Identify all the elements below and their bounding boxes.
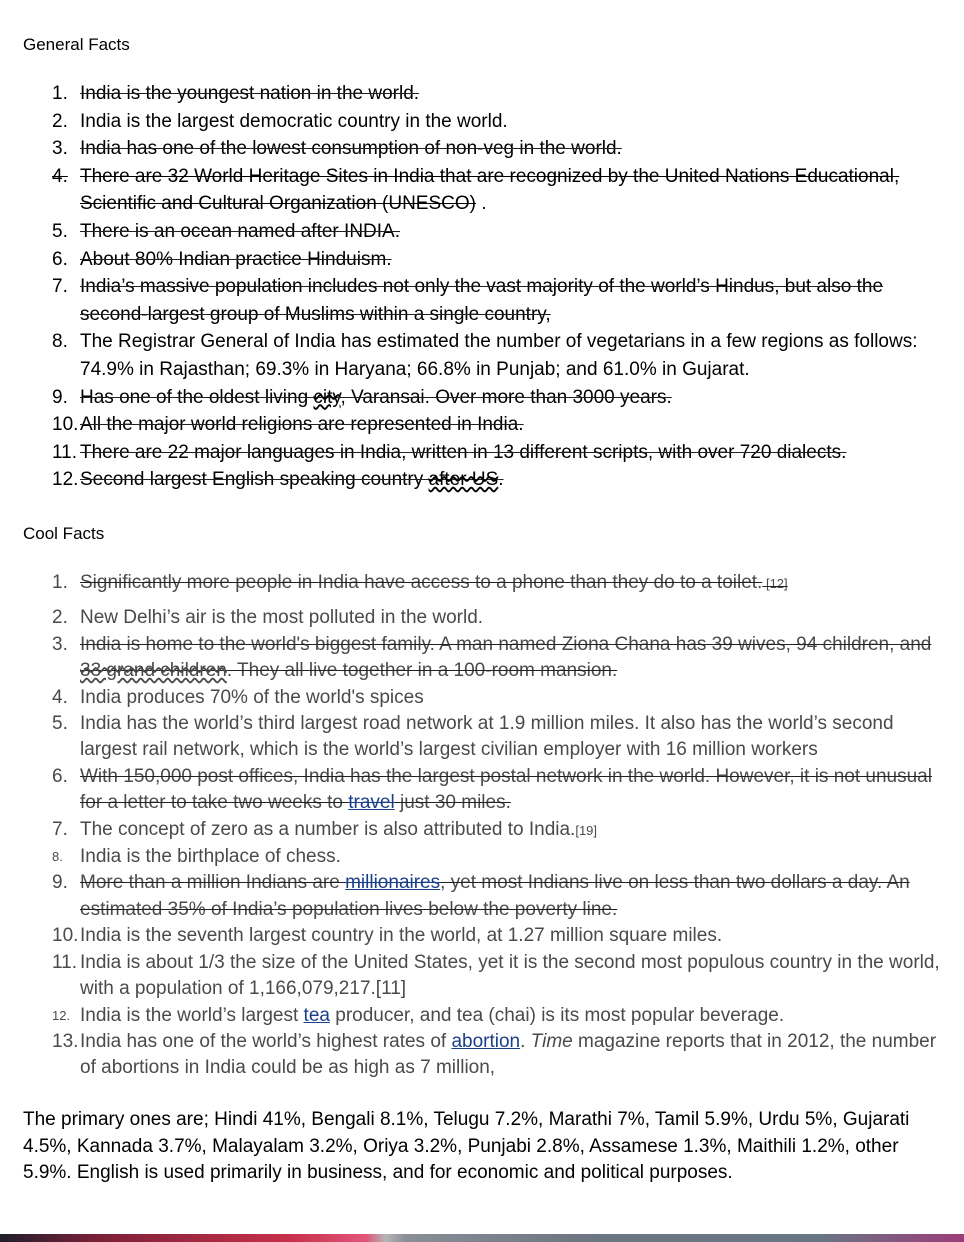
- list-item: 11. India is about 1/3 the size of the United States, yet it is the second most populous country in the world, with a population of 1,166,079,217.[11]: [52, 951, 940, 1000]
- bottom-decorative-bar: [0, 1234, 964, 1242]
- languages-paragraph: The primary ones are; Hindi 41%, Bengali 8.1%, Telugu 7.2%, Marathi 7%, Tamil 5.9%, Urdu 5%, Gujarati 4.5%, Kannada 3.7%, Malayalam 3.2%, Oriya 3.2%, Punjabi 2.8%, Assamese 1.3%, Maithili 1.2%, other 5.9%. English is used primarily in business, and for economic and political purposes.: [23, 1109, 910, 1183]
- list-item: 2. India is the largest democratic country in the world.: [52, 110, 508, 132]
- list-item: 5. There is an ocean named after INDIA.: [52, 220, 400, 242]
- list-item: 7. The concept of zero as a number is also attributed to India.[19]: [52, 818, 598, 840]
- list-item: 11. There are 22 major languages in India, written in 13 different scripts, with over 720 dialects.: [52, 441, 847, 463]
- list-item: 6. About 80% Indian practice Hinduism.: [52, 248, 392, 270]
- list-item: 9. Has one of the oldest living city, Varansai. Over more than 3000 years.: [52, 386, 672, 408]
- list-item: 10. All the major world religions are represented in India.: [52, 414, 524, 436]
- list-item: 8. The Registrar General of India has estimated the number of vegetarians in a few regions as follows: 74.9% in Rajasthan; 69.3% in Haryana; 66.8% in Punjab; and 61.0% in Gujarat.: [52, 331, 918, 380]
- list-item: 3. India is home to the world's biggest family. A man named Ziona Chana has 39 wives, 94 children, and 33 grand children. They all live together in a 100-room mansion.: [52, 633, 932, 682]
- list-item: 6. With 150,000 post offices, India has the largest postal network in the world. However, it is not unusual for a letter to take two weeks to travel just 30 miles.: [52, 765, 932, 814]
- list-item: 7. India’s massive population includes not only the vast majority of the world’s Hindus, but also the second-largest group of Muslims within a single country,: [52, 276, 884, 325]
- general-facts-heading: General Facts: [23, 35, 130, 54]
- list-item: 10. India is the seventh largest country in the world, at 1.27 million square miles.: [52, 925, 723, 947]
- list-item: 12. Second largest English speaking country after US.: [52, 469, 504, 491]
- travel-link[interactable]: travel: [348, 792, 395, 814]
- list-item: 9. More than a million Indians are millionaires, yet most Indians live on less than two dollars a day. An estimated 35% of India’s population lives below the poverty line.: [52, 872, 910, 920]
- millionaires-link[interactable]: millionaires: [345, 872, 441, 894]
- abortion-link[interactable]: abortion: [451, 1030, 521, 1052]
- general-facts-list: [0, 80, 950, 494]
- list-item: 5. India has the world’s third largest road network at 1.9 million miles. It also has the world’s second largest rail network, which is the world’s largest civilian employer with 16 million workers: [52, 713, 894, 761]
- spellcheck-word[interactable]: after US: [428, 469, 499, 491]
- cool-facts-list: [0, 570, 950, 1082]
- list-item: 12. India is the world’s largest tea producer, and tea (chai) is its most popular beverage.: [52, 1004, 785, 1026]
- spellcheck-word[interactable]: 33 grand children: [80, 660, 227, 682]
- list-item: 1. India is the youngest nation in the world.: [52, 83, 420, 104]
- list-item: 2. New Delhi’s air is the most polluted in the world.: [52, 607, 484, 629]
- list-item: 4. There are 32 World Heritage Sites in India that are recognized by the United Nations Educational, Scientific and Cultural Organization (UNESCO) .: [52, 165, 900, 215]
- list-item: 8. India is the birthplace of chess.: [52, 846, 341, 868]
- cool-facts-heading: Cool Facts: [23, 524, 105, 543]
- tea-link[interactable]: tea: [303, 1004, 330, 1026]
- list-item: 3. India has one of the lowest consumption of non-veg in the world.: [52, 138, 622, 160]
- list-item: 1. Significantly more people in India have access to a phone than they do to a toilet. [12]: [52, 572, 788, 593]
- spellcheck-word[interactable]: city: [313, 386, 341, 408]
- list-item: 4. India produces 70% of the world's spices: [52, 686, 424, 708]
- list-item: 13. India has one of the world’s highest rates of abortion. Time magazine reports that in 2012, the number of abortions in India could be as high as 7 million,: [52, 1030, 937, 1079]
